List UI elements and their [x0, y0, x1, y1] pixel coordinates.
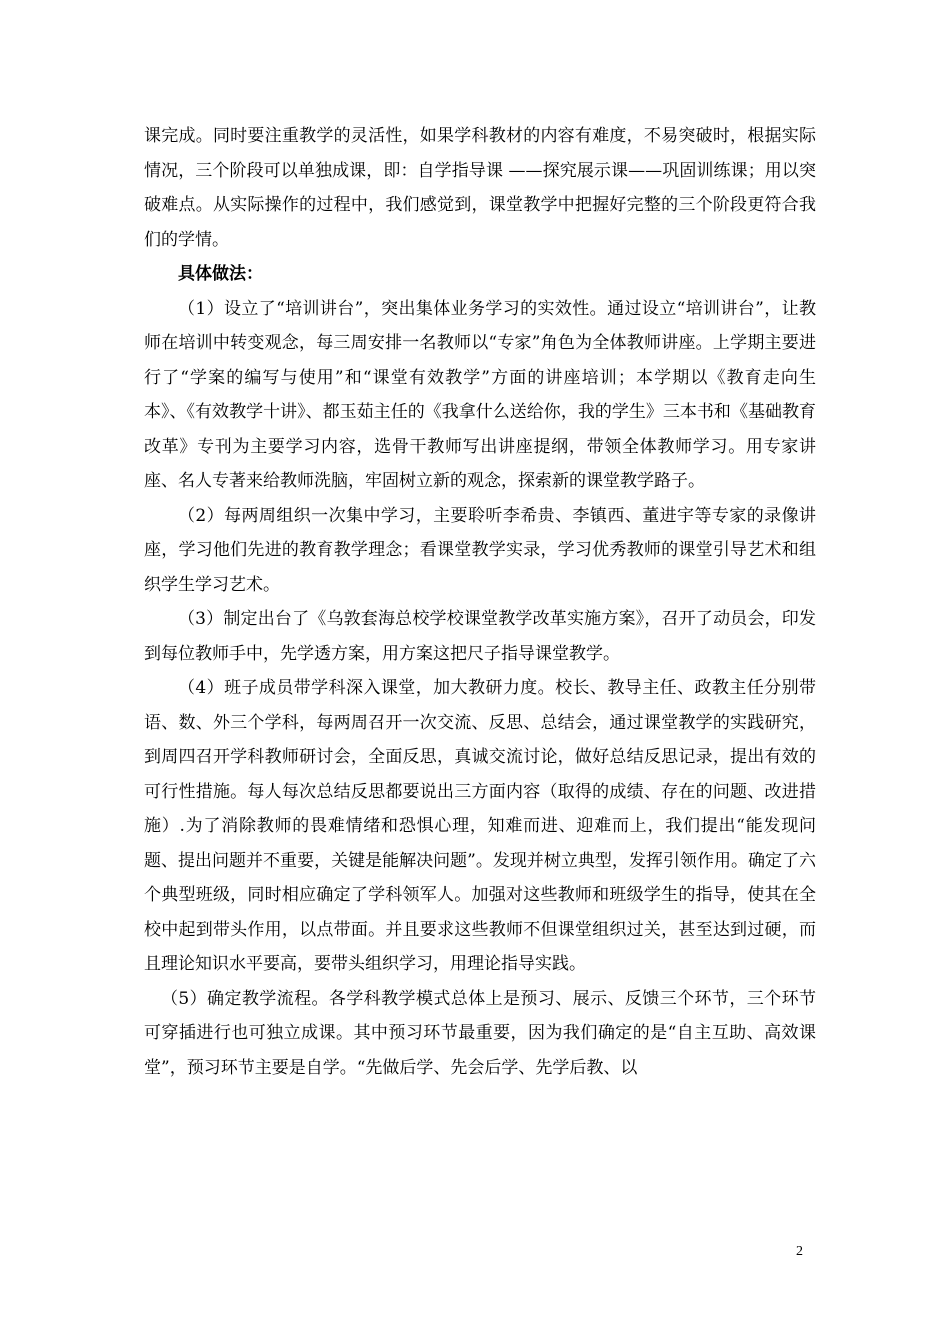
- document-body: [144, 119, 816, 1085]
- paragraph-item-3: （3）制定出台了《乌敦套海总校学校课堂教学改革实施方案》，召开了动员会，印发到每位教师手中，先学透方案，用方案这把尺子指导课堂教学。: [144, 609, 816, 664]
- section-heading: 具体做法：: [178, 264, 263, 284]
- page-number: 2: [796, 1244, 803, 1259]
- paragraph-intro: 课完成。同时要注重教学的灵活性，如果学科教材的内容有难度，不易突破时，根据实际情况，三个阶段可以单独成课，即：自学指导课 ——探究展示课——巩固训练课；用以突破难点。从实际操作的过程中，我们感觉到，课堂教学中把握好完整的三个阶段更符合我们的学情。: [144, 126, 816, 250]
- paragraph-item-1: （1）设立了“培训讲台”，突出集体业务学习的实效性。通过设立“培训讲台”，让教师在培训中转变观念，每三周安排一名教师以“专家”角色为全体教师讲座。上学期主要进行了“学案的编写与使用”和“课堂有效教学”方面的讲座培训；本学期以《教育走向生本》、《有效教学十讲》、都玉茹主任的《我拿什么送给你，我的学生》三本书和《基础教育改革》专刊为主要学习内容，选骨干教师写出讲座提纲，带领全体教师学习。用专家讲座、名人专著来给教师洗脑，牢固树立新的观念，探索新的课堂教学路子。: [144, 298, 816, 491]
- paragraph-item-2: （2）每两周组织一次集中学习，主要聆听李希贵、李镇西、董进宇等专家的录像讲座，学习他们先进的教育教学理念；看课堂教学实录，学习优秀教师的课堂引导艺术和组织学生学习艺术。: [144, 505, 816, 595]
- paragraph-item-4: （4）班子成员带学科深入课堂，加大教研力度。校长、教导主任、政教主任分别带语、数、外三个学科，每两周召开一次交流、反思、总结会，通过课堂教学的实践研究，到周四召开学科教师研讨会，全面反思，真诚交流讨论，做好总结反思记录，提出有效的可行性措施。每人每次总结反思都要说出三方面内容（取得的成绩、存在的问题、改进措施）.为了消除教师的畏难情绪和恐惧心理，知难而进、迎难而上，我们提出“能发现问题、提出问题并不重要，关键是能解决问题”。发现并树立典型，发挥引领作用。确定了六个典型班级，同时相应确定了学科领军人。加强对这些教师和班级学生的指导，使其在全校中起到带头作用，以点带面。并且要求这些教师不但课堂组织过关，甚至达到过硬，而且理论知识水平要高，要带头组织学习，用理论指导实践。: [144, 678, 816, 974]
- paragraph-item-5: （5）确定教学流程。各学科教学模式总体上是预习、展示、反馈三个环节，三个环节可穿插进行也可独立成课。其中预习环节最重要，因为我们确定的是“自主互助、高效课堂”，预习环节主要是自学。“先做后学、先会后学、先学后教、以: [144, 988, 816, 1078]
